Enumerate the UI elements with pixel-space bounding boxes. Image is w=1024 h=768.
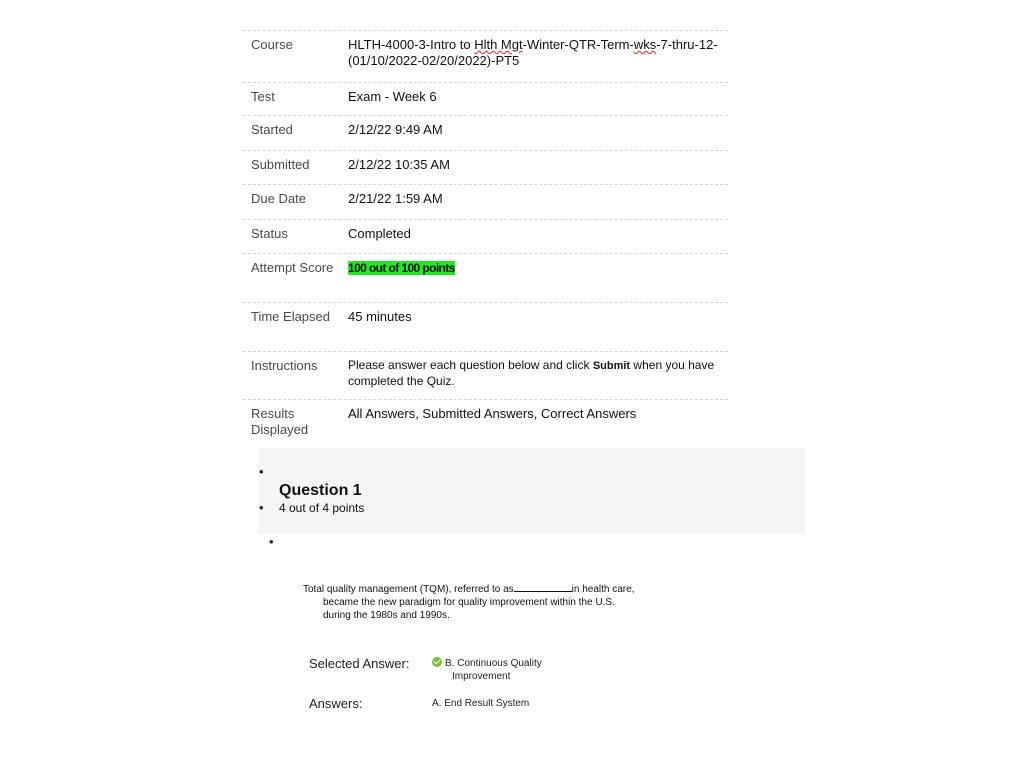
summary-row-attempt-score xyxy=(243,254,728,303)
summary-label: Results Displayed xyxy=(251,406,309,437)
results-displayed-value: All Answers, Submitted Answers, Correct Answers xyxy=(348,406,637,421)
selected-answer-label: Selected Answer: xyxy=(309,656,410,671)
bullet: • xyxy=(259,500,264,515)
selected-answer: B. Continuous Quality Improvement xyxy=(432,657,542,683)
summary-row-started xyxy=(243,116,728,151)
answers-label: Answers: xyxy=(309,696,363,711)
summary-row-status xyxy=(243,220,728,254)
summary-row-due-date xyxy=(243,185,728,220)
summary-row-course xyxy=(243,31,728,83)
started-value: 2/12/22 9:49 AM xyxy=(348,122,443,137)
question-title: Question 1 xyxy=(279,482,362,499)
check-circle-icon xyxy=(432,657,442,667)
summary-row-submitted xyxy=(243,151,728,185)
summary-label: Due Date xyxy=(251,191,306,206)
question-text: Total quality management (TQM), referred to as in health care, became the new paradigm for quality improvement within the U.S. during the 1980s and 1990s. xyxy=(303,584,635,621)
summary-label: Instructions xyxy=(251,358,318,373)
submitted-value: 2/12/22 10:35 AM xyxy=(348,157,450,172)
summary-row-time-elapsed xyxy=(243,303,728,352)
summary-label: Submitted xyxy=(251,157,310,172)
summary-label: Test xyxy=(251,89,275,104)
summary-label: Started xyxy=(251,122,293,137)
summary-row-instructions xyxy=(243,352,728,400)
attempt-score-value xyxy=(348,260,728,302)
summary-row-test xyxy=(243,83,728,116)
test-name-value: Exam - Week 6 xyxy=(348,89,437,104)
bullet: • xyxy=(269,534,274,549)
summary-label: Attempt Score xyxy=(251,260,334,275)
summary-label: Status xyxy=(251,226,288,241)
bullet: • xyxy=(259,464,264,479)
summary-row-results-displayed xyxy=(243,400,728,444)
question-points: 4 out of 4 points xyxy=(279,501,365,515)
course-value: HLTH-4000-3-Intro to Hlth Mgt-Winter-QTR-Term-wks-7-thru-12-(01/10/2022-02/20/2022)-PT5 xyxy=(348,37,718,68)
status-value: Completed xyxy=(348,226,411,241)
answer-option: A. End Result System xyxy=(432,698,530,709)
answer-blank xyxy=(514,582,572,592)
test-summary-table xyxy=(243,30,728,444)
question-header xyxy=(258,448,805,534)
summary-label: Course xyxy=(251,37,293,52)
score-highlight: 100 out of 100 points xyxy=(348,261,455,275)
time-elapsed-value: 45 minutes xyxy=(348,309,412,324)
summary-label: Time Elapsed xyxy=(251,309,330,324)
instructions-value: Please answer each question below and click Submit when you have completed the Quiz. xyxy=(348,358,715,388)
due-date-value: 2/21/22 1:59 AM xyxy=(348,191,443,206)
